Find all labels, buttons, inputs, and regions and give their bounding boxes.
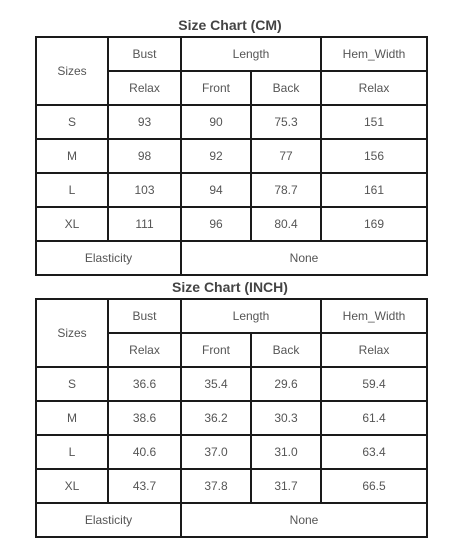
subheader-back: Back <box>251 333 321 367</box>
cell-hem-width: 63.4 <box>321 435 427 469</box>
cell-front: 36.2 <box>181 401 251 435</box>
cell-hem-width: 151 <box>321 105 427 139</box>
table-row <box>36 469 427 503</box>
cell-size: XL <box>36 469 108 503</box>
table-header-row <box>36 37 427 71</box>
subheader-hem-relax: Relax <box>321 71 427 105</box>
footer-elasticity-value: None <box>181 503 427 537</box>
subheader-bust-relax: Relax <box>108 333 181 367</box>
cell-size: L <box>36 173 108 207</box>
header-bust: Bust <box>108 37 181 71</box>
cell-front: 37.8 <box>181 469 251 503</box>
header-sizes: Sizes <box>36 37 108 105</box>
cell-front: 35.4 <box>181 367 251 401</box>
table-row <box>36 173 427 207</box>
cell-hem-width: 169 <box>321 207 427 241</box>
table-row <box>36 367 427 401</box>
cell-bust: 40.6 <box>108 435 181 469</box>
subheader-bust-relax: Relax <box>108 71 181 105</box>
cell-size: M <box>36 139 108 173</box>
subheader-front: Front <box>181 71 251 105</box>
cell-back: 78.7 <box>251 173 321 207</box>
table-footer-row <box>36 503 427 537</box>
subheader-front: Front <box>181 333 251 367</box>
header-bust: Bust <box>108 299 181 333</box>
table-row <box>36 401 427 435</box>
cell-bust: 103 <box>108 173 181 207</box>
size-chart-cm-title: Size Chart (CM) <box>178 17 282 33</box>
header-hem-width: Hem_Width <box>321 299 427 333</box>
cell-size: M <box>36 401 108 435</box>
header-length: Length <box>181 299 321 333</box>
cell-size: L <box>36 435 108 469</box>
cell-back: 75.3 <box>251 105 321 139</box>
cell-bust: 38.6 <box>108 401 181 435</box>
cell-bust: 43.7 <box>108 469 181 503</box>
cell-back: 30.3 <box>251 401 321 435</box>
cell-bust: 36.6 <box>108 367 181 401</box>
table-row <box>36 435 427 469</box>
header-hem-width: Hem_Width <box>321 37 427 71</box>
size-chart-inch-table <box>35 298 428 538</box>
cell-bust: 93 <box>108 105 181 139</box>
footer-elasticity-value: None <box>181 241 427 275</box>
cell-size: XL <box>36 207 108 241</box>
footer-elasticity-label: Elasticity <box>36 503 181 537</box>
cell-front: 94 <box>181 173 251 207</box>
header-sizes: Sizes <box>36 299 108 367</box>
cell-size: S <box>36 367 108 401</box>
cell-bust: 111 <box>108 207 181 241</box>
size-chart-inch-title: Size Chart (INCH) <box>172 279 288 295</box>
cell-hem-width: 156 <box>321 139 427 173</box>
cell-hem-width: 59.4 <box>321 367 427 401</box>
table-row <box>36 105 427 139</box>
cell-size: S <box>36 105 108 139</box>
cell-back: 31.0 <box>251 435 321 469</box>
cell-hem-width: 66.5 <box>321 469 427 503</box>
cell-front: 92 <box>181 139 251 173</box>
cell-front: 37.0 <box>181 435 251 469</box>
cell-front: 90 <box>181 105 251 139</box>
cell-bust: 98 <box>108 139 181 173</box>
subheader-back: Back <box>251 71 321 105</box>
footer-elasticity-label: Elasticity <box>36 241 181 275</box>
table-row <box>36 207 427 241</box>
cell-hem-width: 161 <box>321 173 427 207</box>
cell-hem-width: 61.4 <box>321 401 427 435</box>
cell-back: 29.6 <box>251 367 321 401</box>
size-chart-cm-table <box>35 36 428 276</box>
subheader-hem-relax: Relax <box>321 333 427 367</box>
cell-back: 80.4 <box>251 207 321 241</box>
cell-front: 96 <box>181 207 251 241</box>
table-header-row <box>36 299 427 333</box>
table-row <box>36 139 427 173</box>
cell-back: 77 <box>251 139 321 173</box>
header-length: Length <box>181 37 321 71</box>
cell-back: 31.7 <box>251 469 321 503</box>
table-footer-row <box>36 241 427 275</box>
